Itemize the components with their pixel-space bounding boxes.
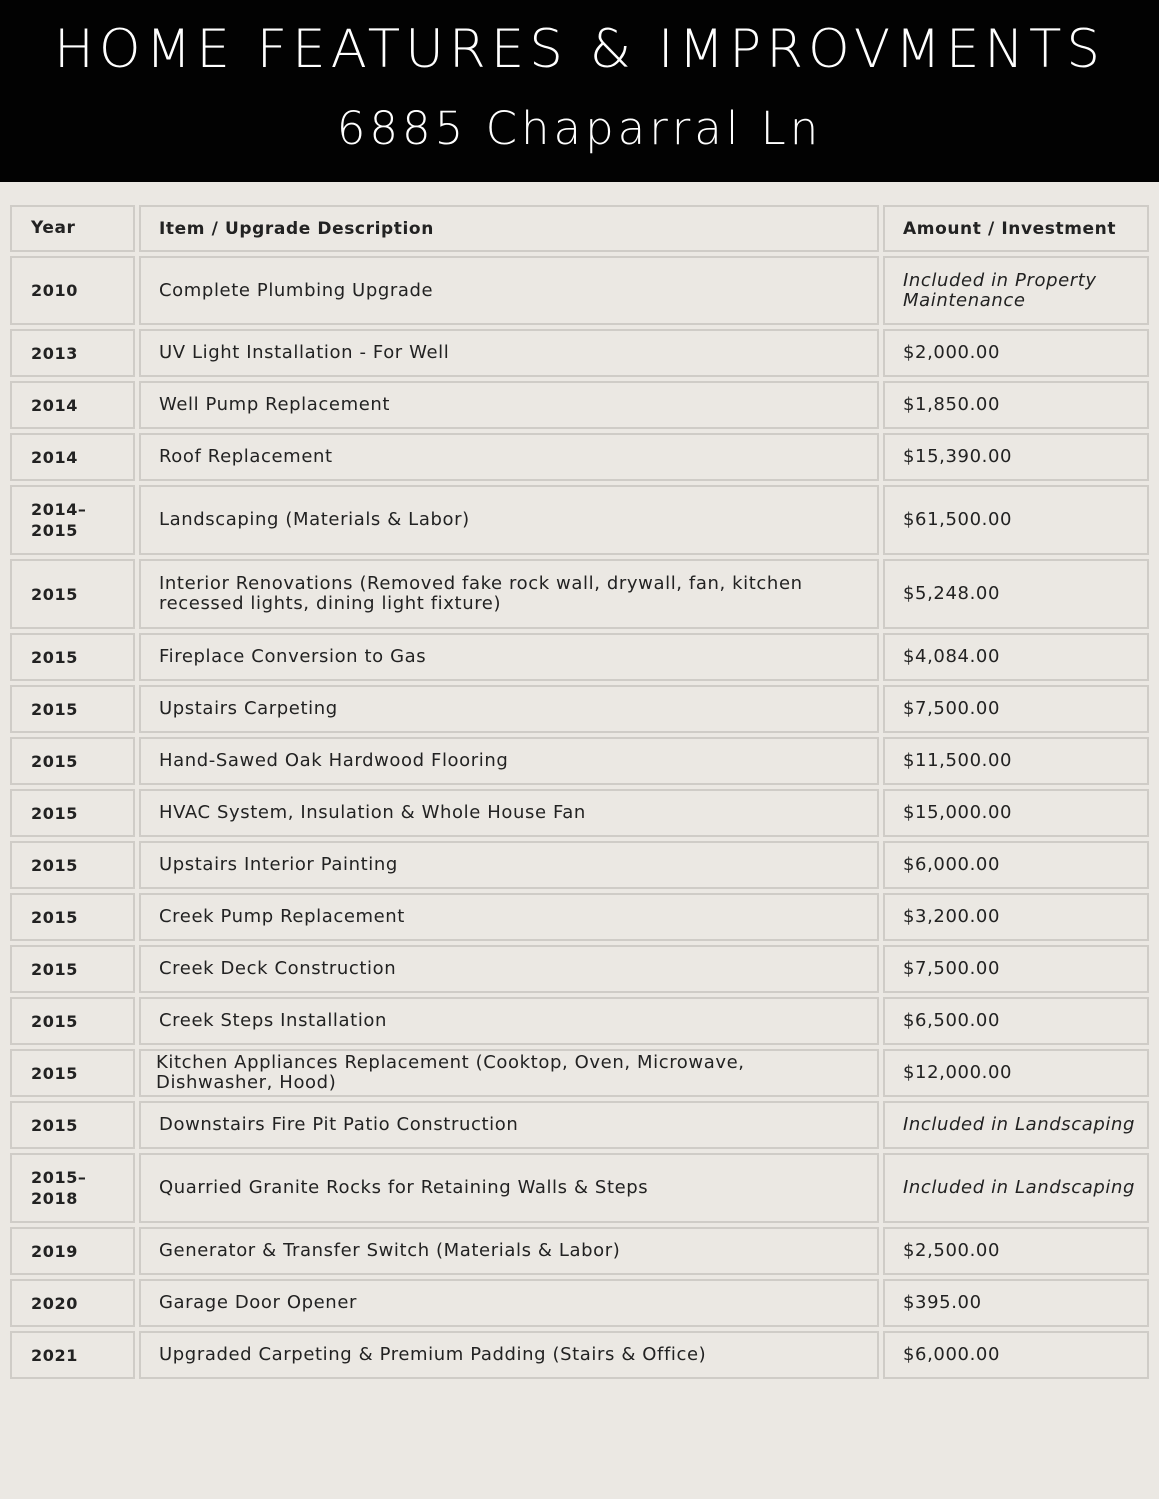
row-amount: $15,000.00 (883, 789, 1149, 837)
row-year: 2015 (10, 1049, 135, 1097)
row-amount: Included in Landscaping (883, 1153, 1149, 1223)
row-year: 2019 (10, 1227, 135, 1275)
row-description: Quarried Granite Rocks for Retaining Walls & Steps (139, 1153, 879, 1223)
table-body (10, 256, 1149, 1379)
row-description: Kitchen Appliances Replacement (Cooktop, Oven, Microwave, Dishwasher, Hood) (139, 1049, 879, 1097)
row-amount: $4,084.00 (883, 633, 1149, 681)
table-row (10, 256, 1149, 325)
row-amount: $7,500.00 (883, 945, 1149, 993)
table-row (10, 1331, 1149, 1379)
row-description: UV Light Installation - For Well (139, 329, 879, 377)
table-row (10, 841, 1149, 889)
row-description: Complete Plumbing Upgrade (139, 256, 879, 325)
page-title: HOME FEATURES & IMPROVMENTS (54, 19, 1105, 80)
row-year: 2014–2015 (10, 485, 135, 555)
improvements-table (10, 205, 1149, 1383)
table-row (10, 433, 1149, 481)
row-description: Landscaping (Materials & Labor) (139, 485, 879, 555)
table-row (10, 1227, 1149, 1275)
row-description: Generator & Transfer Switch (Materials & Labor) (139, 1227, 879, 1275)
row-year: 2015 (10, 997, 135, 1045)
row-description: Hand-Sawed Oak Hardwood Flooring (139, 737, 879, 785)
row-year: 2015 (10, 841, 135, 889)
table-row (10, 559, 1149, 629)
row-year: 2015 (10, 893, 135, 941)
row-amount: Included in Property Maintenance (883, 256, 1149, 325)
table-row (10, 737, 1149, 785)
row-year: 2013 (10, 329, 135, 377)
table-row (10, 1101, 1149, 1149)
row-description: Creek Deck Construction (139, 945, 879, 993)
row-year: 2014 (10, 433, 135, 481)
row-description: Well Pump Replacement (139, 381, 879, 429)
row-year: 2015 (10, 1101, 135, 1149)
table-row (10, 633, 1149, 681)
row-description: Creek Pump Replacement (139, 893, 879, 941)
table-row (10, 485, 1149, 555)
row-amount: $1,850.00 (883, 381, 1149, 429)
row-year: 2015 (10, 945, 135, 993)
row-year: 2015–2018 (10, 1153, 135, 1223)
row-description: Creek Steps Installation (139, 997, 879, 1045)
row-year: 2015 (10, 559, 135, 629)
row-amount: $6,000.00 (883, 841, 1149, 889)
row-year: 2015 (10, 789, 135, 837)
row-amount: Included in Landscaping (883, 1101, 1149, 1149)
table-row (10, 893, 1149, 941)
table-row (10, 329, 1149, 377)
row-year: 2010 (10, 256, 135, 325)
row-amount: $15,390.00 (883, 433, 1149, 481)
row-description: HVAC System, Insulation & Whole House Fan (139, 789, 879, 837)
row-amount: $6,500.00 (883, 997, 1149, 1045)
table-row (10, 1153, 1149, 1223)
row-description: Fireplace Conversion to Gas (139, 633, 879, 681)
row-description: Interior Renovations (Removed fake rock wall, drywall, fan, kitchen recessed lights, dining light fixture) (139, 559, 879, 629)
column-header-year: Year (10, 205, 135, 252)
column-header-description: Item / Upgrade Description (139, 205, 879, 252)
row-amount: $2,500.00 (883, 1227, 1149, 1275)
page-header (0, 0, 1159, 182)
table-row (10, 945, 1149, 993)
row-description: Upgraded Carpeting & Premium Padding (Stairs & Office) (139, 1331, 879, 1379)
table-header-row (10, 205, 1149, 252)
table-row (10, 685, 1149, 733)
row-amount: $12,000.00 (883, 1049, 1149, 1097)
table-row (10, 1279, 1149, 1327)
property-address: 6885 Chaparral Ln (336, 102, 823, 155)
table-row (10, 381, 1149, 429)
row-year: 2015 (10, 633, 135, 681)
row-amount: $5,248.00 (883, 559, 1149, 629)
row-description: Roof Replacement (139, 433, 879, 481)
row-description: Downstairs Fire Pit Patio Construction (139, 1101, 879, 1149)
row-year: 2020 (10, 1279, 135, 1327)
table-row (10, 789, 1149, 837)
row-year: 2015 (10, 685, 135, 733)
row-year: 2015 (10, 737, 135, 785)
row-amount: $2,000.00 (883, 329, 1149, 377)
row-amount: $395.00 (883, 1279, 1149, 1327)
table-row (10, 997, 1149, 1045)
row-amount: $6,000.00 (883, 1331, 1149, 1379)
row-amount: $3,200.00 (883, 893, 1149, 941)
row-year: 2021 (10, 1331, 135, 1379)
row-amount: $7,500.00 (883, 685, 1149, 733)
row-amount: $11,500.00 (883, 737, 1149, 785)
row-description: Garage Door Opener (139, 1279, 879, 1327)
row-description: Upstairs Carpeting (139, 685, 879, 733)
column-header-amount: Amount / Investment (883, 205, 1149, 252)
table-row (10, 1049, 1149, 1097)
row-amount: $61,500.00 (883, 485, 1149, 555)
row-description: Upstairs Interior Painting (139, 841, 879, 889)
row-year: 2014 (10, 381, 135, 429)
